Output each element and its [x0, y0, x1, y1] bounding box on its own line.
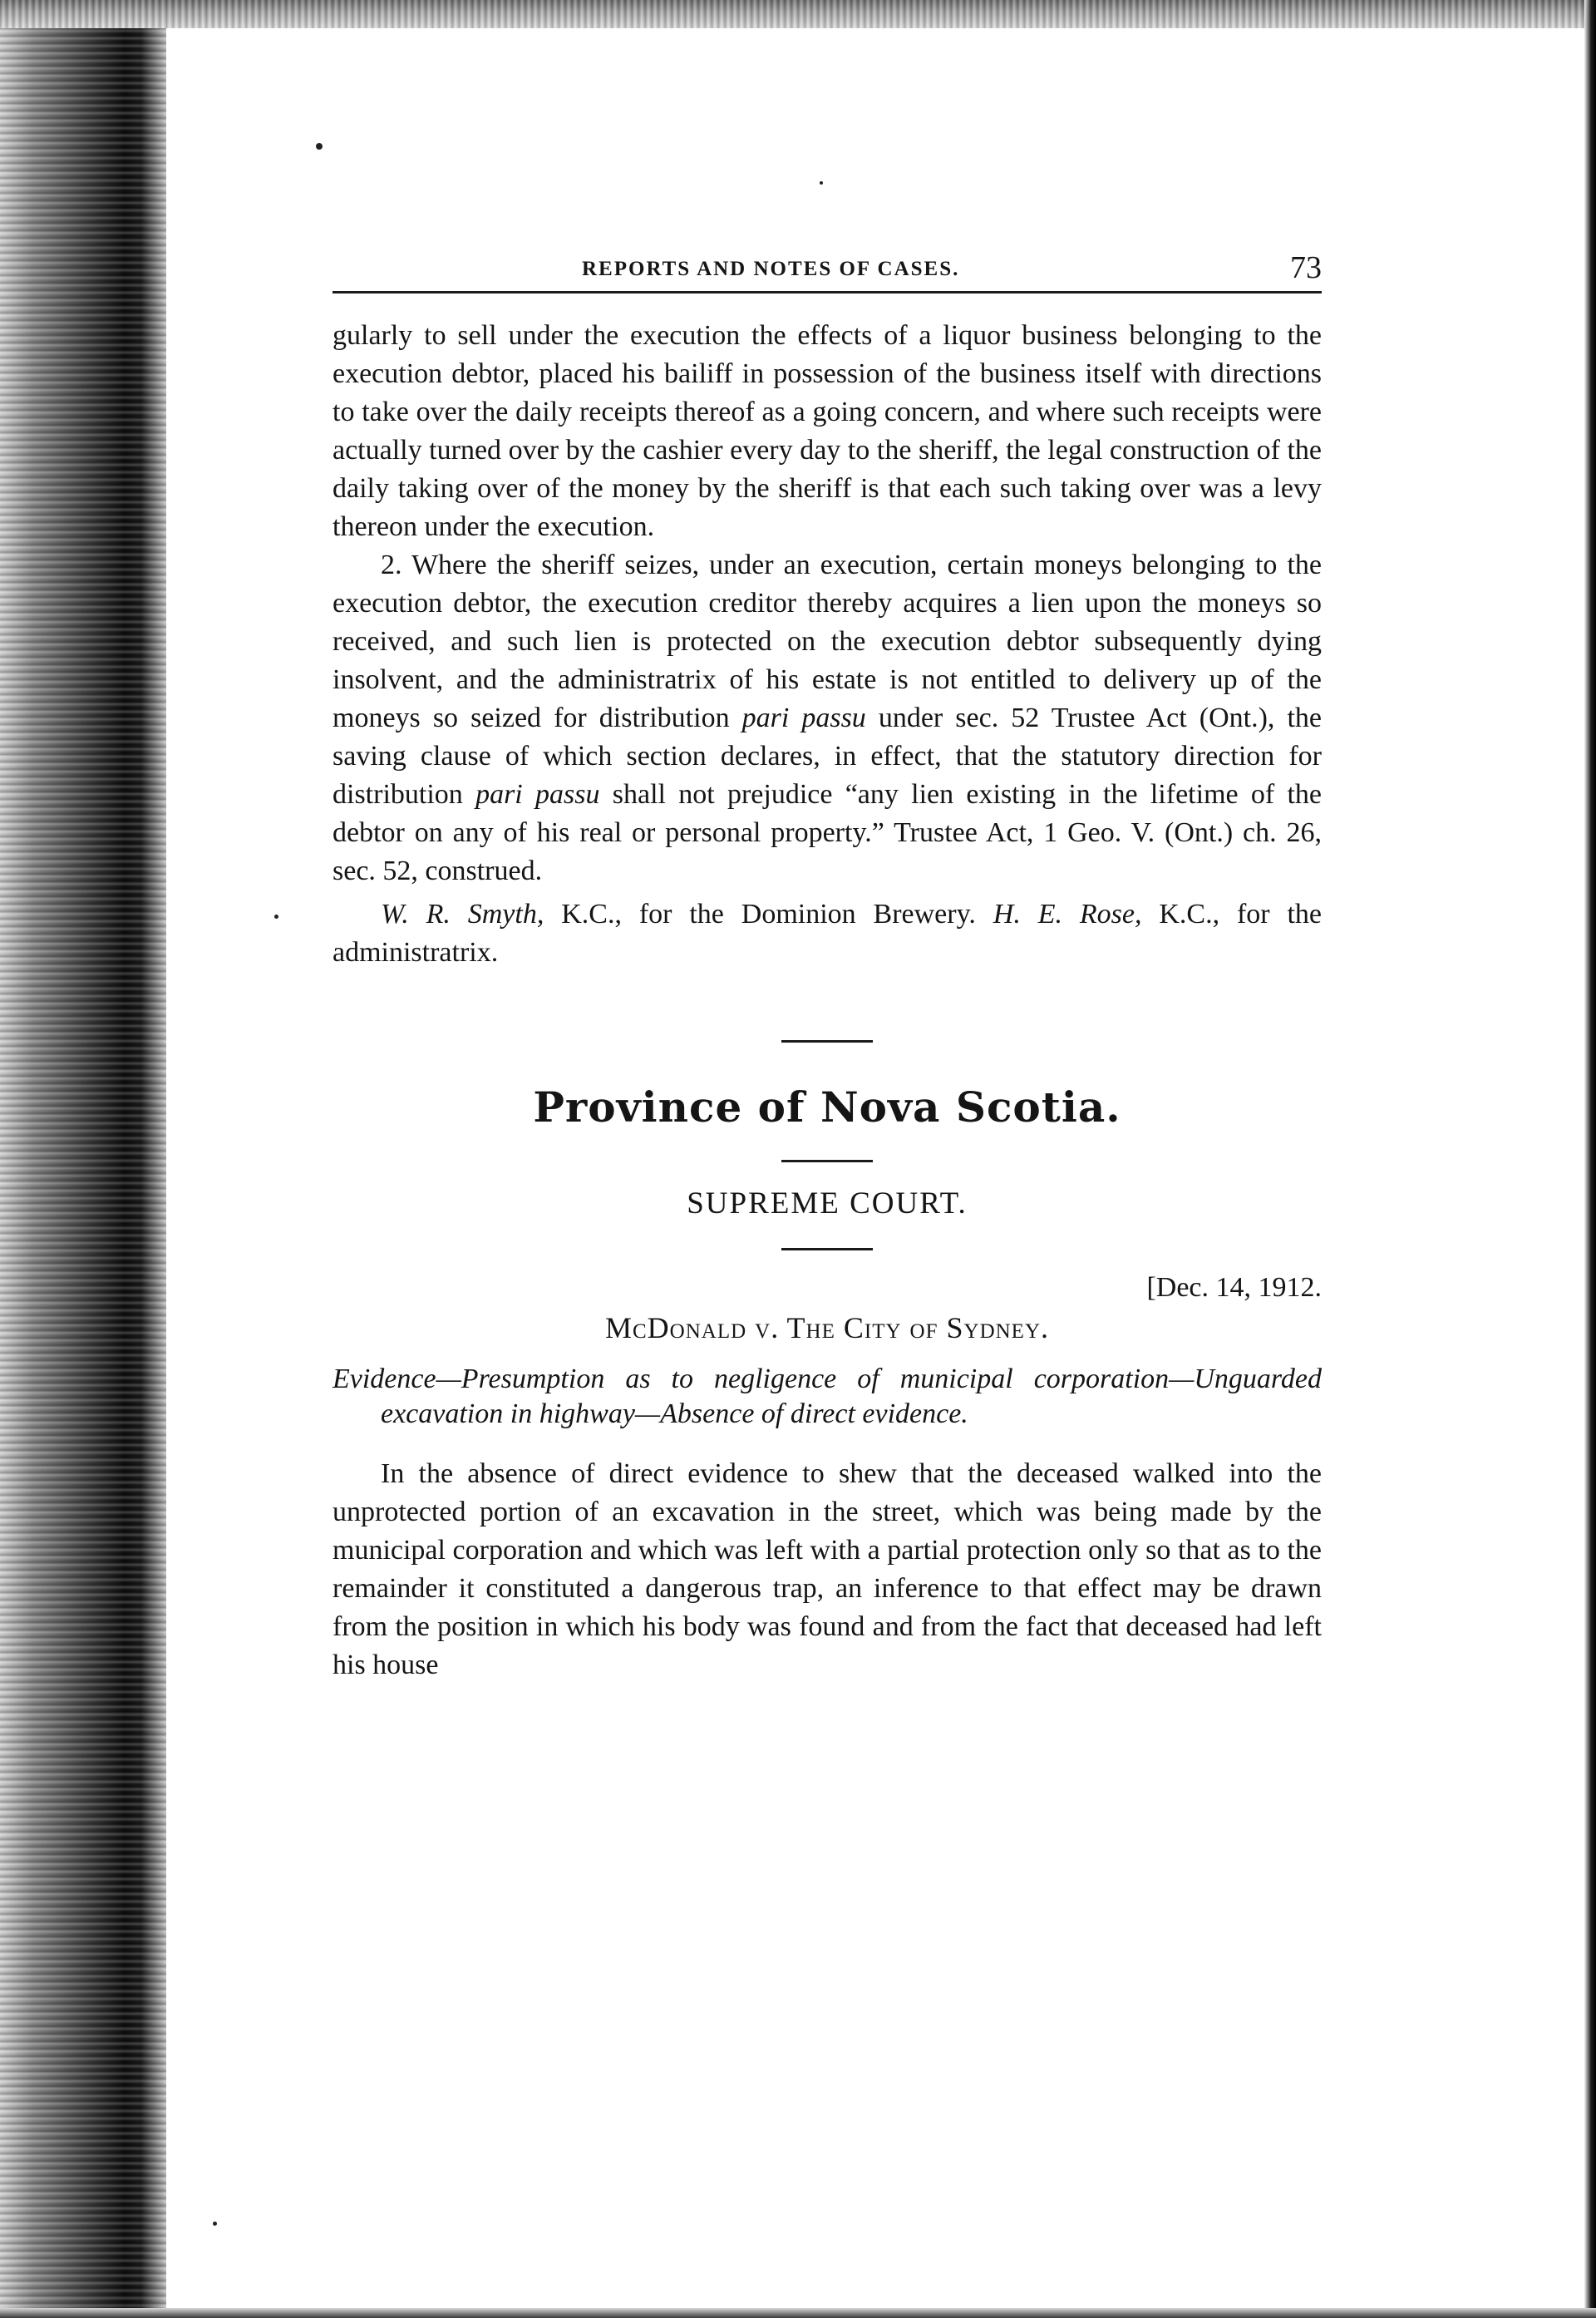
case-catchwords: Evidence—Presumption as to negligence of municipal corporation—Unguarded excavation in highway—Absence of direct evidence.	[332, 1364, 1322, 1429]
case-body-paragraph: In the absence of direct evidence to shew that the deceased walked into the unprotected portion of an excavation in the street, which was being made by the municipal corporation and which was left with a partial protection only so that as to the remainder it constituted a dangerous trap, an inference to that effect may be drawn from the position in which his body was found and from the fact that deceased had left his house	[332, 1458, 1322, 1680]
counsel-role: K.C., for the administratrix.	[332, 899, 1323, 968]
scan-border-left	[0, 0, 166, 2318]
running-header-title: REPORTS AND NOTES OF CASES.	[582, 258, 960, 280]
running-header	[332, 249, 1322, 293]
case-date: [Dec. 14, 1912.	[1146, 1272, 1322, 1303]
province-heading: Province of Nova Scotia.	[533, 1083, 1121, 1132]
section-divider	[781, 1040, 873, 1043]
second-holding-text-end: shall not prejudice “any lien existing in the lifetime of the debtor on any of his real or personal property.” Trustee Act, 1 Geo. V. (Ont.) ch. 26, sec. 52, construed.	[332, 779, 1322, 886]
pari-passu-term: pari passu	[475, 779, 600, 810]
counsel-line	[332, 895, 1322, 972]
second-holding-text-start: 2. Where the sheriff seizes, under an execution, certain moneys belonging to the execution debtor, the execution creditor thereby acquires a lien upon the moneys so received, and such lien is protected on the execution debtor subsequently dying insolvent, and the administratrix of his estate is not entitled to delivery up of the moneys so seized for distribution	[332, 550, 1322, 733]
scan-speck	[820, 181, 823, 185]
scan-speck	[213, 2222, 217, 2226]
continued-paragraph: gularly to sell under the execution the effects of a liquor business belonging to the execution debtor, placed his bailiff in possession of the business itself with directions to take over the daily receipts thereof as a going concern, and where such receipts were actually turned over by the cashier every day to the sheriff, the legal construction of the daily taking over of the money by the sheriff is that each such taking over was a levy thereon under the execution.	[332, 320, 1322, 542]
second-holding-text-middle: under sec. 52 Trustee Act (Ont.), the saving clause of which section declares, in effect, that the statutory direction for distribution	[332, 703, 1322, 810]
scan-speck	[274, 915, 278, 919]
pari-passu-term: pari passu	[741, 703, 866, 733]
counsel-role: K.C., for the Dominion Brewery.	[544, 899, 993, 930]
section-divider	[781, 1248, 873, 1250]
page-number: 73	[1290, 250, 1322, 285]
counsel-name: W. R. Smyth,	[381, 899, 544, 930]
scan-border-bottom	[0, 2308, 1596, 2318]
scan-border-right	[1584, 0, 1596, 2318]
counsel-name: H. E. Rose,	[993, 899, 1142, 930]
scan-border-top	[0, 0, 1596, 28]
page-body	[332, 249, 1322, 1684]
scan-speck	[316, 143, 323, 150]
section-divider	[781, 1160, 873, 1162]
court-heading: SUPREME COURT.	[687, 1186, 968, 1221]
case-title: McDonald v. The City of Sydney.	[604, 1311, 1050, 1344]
second-holding-paragraph	[332, 546, 1322, 890]
